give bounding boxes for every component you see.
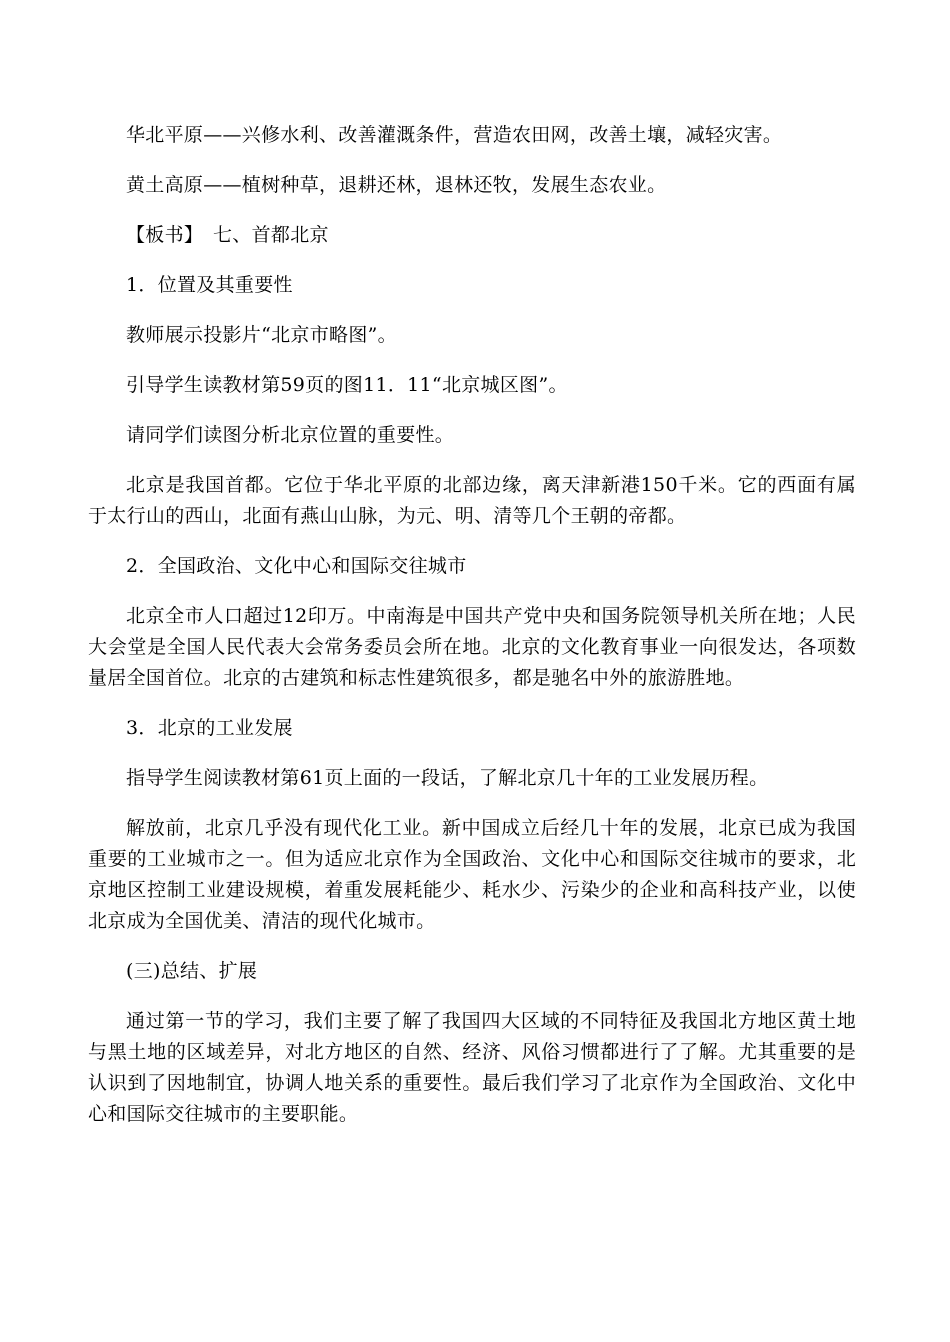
paragraph-loess-plateau: 黄土高原——植树种草，退耕还林，退林还牧，发展生态农业。 [126, 174, 667, 196]
subheading-political-cultural-center: 2．全国政治、文化中心和国际交往城市 [126, 555, 467, 577]
paragraph-huabei-plain: 华北平原——兴修水利、改善灌溉条件，营造农田网，改善土壤，减轻灾害。 [126, 124, 783, 146]
paragraph-beijing-population: 北京全市人口超过12印万。中南海是中国共产党中央和国务院领导机关所在地；人民大会堂是全国人民代表大会常务委员会所在地。北京的文化教育事业一向很发达，各项数量居全国首位。北京的古建筑和标志性建筑很多，都是驰名中外的旅游胜地。 [88, 605, 856, 689]
paragraph-beijing-location: 北京是我国首都。它位于华北平原的北部边缘，离天津新港150千米。它的西面有属于太行山的西山，北面有燕山山脉，为元、明、清等几个王朝的帝都。 [88, 474, 856, 527]
paragraph-summary: 通过第一节的学习，我们主要了解了我国四大区域的不同特征及我国北方地区黄土地与黑土地的区域差异，对北方地区的自然、经济、风俗习惯都进行了了解。尤其重要的是认识到了因地制宜，协调人地关系的重要性。最后我们学习了北京作为全国政治、文化中心和国际交往城市的主要职能。 [88, 1010, 856, 1125]
paragraph-reading-guide: 指导学生阅读教材第61页上面的一段话，了解北京几十年的工业发展历程。 [126, 767, 769, 789]
paragraph-analysis-prompt: 请同学们读图分析北京位置的重要性。 [126, 424, 455, 446]
subheading-industry: 3．北京的工业发展 [126, 717, 293, 739]
paragraph-guide-map: 引导学生读教材第59页的图11．11“北京城区图”。 [126, 374, 568, 396]
document-body [88, 120, 856, 1130]
subheading-location: 1．位置及其重要性 [126, 274, 293, 296]
paragraph-industry-history: 解放前，北京几乎没有现代化工业。新中国成立后经几十年的发展，北京已成为我国重要的工业城市之一。但为适应北京作为全国政治、文化中心和国际交往城市的要求，北京地区控制工业建设规模，着重发展耗能少、耗水少、污染少的企业和高科技产业，以使北京成为全国优美、清洁的现代化城市。 [88, 817, 856, 932]
section-heading-capital-beijing: 【板书】 七、首都北京 [126, 224, 329, 246]
subheading-summary: (三)总结、扩展 [126, 960, 258, 982]
paragraph-teacher-slide: 教师展示投影片“北京市略图”。 [126, 324, 397, 346]
